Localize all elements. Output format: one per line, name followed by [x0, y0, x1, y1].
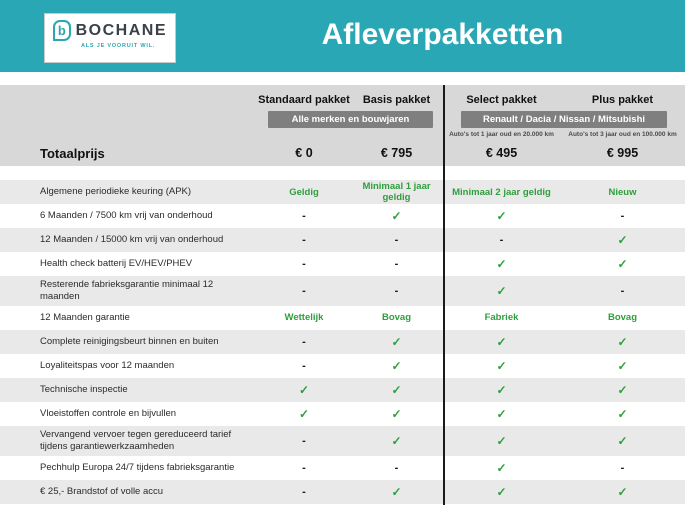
checkmark-icon: ✓ — [617, 433, 628, 448]
feature-label: Resterende fabrieksgarantie minimaal 12 maanden — [40, 279, 214, 302]
column-header-select: Select pakket — [466, 94, 537, 106]
package-group-divider — [443, 85, 445, 505]
feature-label: 12 Maanden garantie — [40, 311, 130, 323]
dash-mark: - — [302, 258, 306, 270]
dash-mark: - — [620, 461, 625, 474]
dash-mark: - — [394, 258, 399, 270]
dash-mark: - — [302, 461, 306, 474]
checkmark-icon: ✓ — [617, 334, 628, 349]
checkmark-icon: ✓ — [391, 358, 402, 373]
subnote-plus: Auto's tot 3 jaar oud en 100.000 km — [568, 131, 677, 138]
checkmark-icon: ✓ — [617, 382, 628, 397]
column-headers-row — [0, 90, 685, 110]
dash-mark: - — [302, 210, 306, 222]
feature-row — [0, 456, 685, 480]
dash-mark: - — [499, 234, 504, 246]
feature-row — [0, 354, 685, 378]
price-plus: € 995 — [606, 146, 639, 160]
badge-alle-merken: Alle merken en bouwjaren — [268, 111, 433, 128]
checkmark-icon: ✓ — [391, 406, 402, 421]
feature-row — [0, 276, 685, 306]
dash-mark: - — [394, 284, 399, 297]
checkmark-icon: ✓ — [496, 283, 507, 298]
spacer — [0, 166, 685, 180]
dash-mark: - — [302, 359, 306, 372]
bochane-logo-icon: b — [53, 20, 71, 41]
price-select: € 495 — [485, 146, 518, 160]
checkmark-icon: ✓ — [391, 209, 402, 223]
feature-row — [0, 228, 685, 252]
total-price-row — [0, 140, 685, 166]
feature-row — [0, 180, 685, 204]
dash-mark: - — [302, 284, 306, 297]
checkmark-icon: ✓ — [496, 406, 507, 421]
feature-row — [0, 330, 685, 354]
feature-label: 6 Maanden / 7500 km vrij van onderhoud — [40, 210, 213, 222]
checkmark-icon: ✓ — [496, 382, 507, 397]
checkmark-icon: ✓ — [391, 382, 402, 397]
checkmark-icon: ✓ — [617, 406, 628, 421]
feature-value: Bovag — [381, 312, 412, 324]
checkmark-icon: ✓ — [496, 433, 507, 448]
checkmark-icon: ✓ — [391, 334, 402, 349]
feature-label: Health check batterij EV/HEV/PHEV — [40, 258, 193, 270]
feature-label: Loyaliteitspas voor 12 maanden — [40, 359, 175, 371]
checkmark-icon: ✓ — [391, 484, 402, 499]
feature-label: Complete reinigingsbeurt binnen en buiten — [40, 335, 219, 347]
checkmark-icon: ✓ — [496, 334, 507, 349]
feature-value: Bovag — [607, 312, 638, 324]
logo-text: BOCHANE — [75, 21, 167, 39]
feature-row — [0, 426, 685, 456]
feature-value: Wettelijk — [284, 312, 324, 324]
column-header-standaard: Standaard pakket — [258, 94, 350, 106]
group-badges-row — [0, 110, 685, 129]
checkmark-icon: ✓ — [298, 406, 310, 421]
dash-mark: - — [620, 210, 625, 222]
column-header-basis: Basis pakket — [362, 94, 431, 106]
badge-merken-select-plus: Renault / Dacia / Nissan / Mitsubishi — [461, 111, 667, 128]
dash-mark: - — [302, 234, 306, 246]
feature-label: Vloeistoffen controle en bijvullen — [40, 407, 177, 419]
feature-row — [0, 402, 685, 426]
feature-row — [0, 378, 685, 402]
feature-value: Minimaal 2 jaar geldig — [452, 186, 551, 198]
logo-row — [53, 20, 167, 41]
feature-value: Nieuw — [608, 186, 637, 198]
checkmark-icon: ✓ — [617, 257, 628, 271]
dash-mark: - — [302, 335, 306, 348]
feature-value: Fabriek — [484, 312, 519, 324]
page-title: Afleverpakketten — [321, 18, 564, 51]
subnotes-row — [0, 129, 685, 140]
feature-label: € 25,- Brandstof of volle accu — [40, 485, 164, 497]
dash-mark: - — [394, 461, 399, 474]
bochane-logo — [44, 13, 176, 63]
table-header-band — [0, 85, 685, 166]
checkmark-icon: ✓ — [496, 209, 507, 223]
checkmark-icon: ✓ — [496, 484, 507, 499]
feature-row — [0, 204, 685, 228]
dash-mark: - — [302, 434, 306, 447]
feature-label: Technische inspectie — [40, 383, 128, 395]
feature-row — [0, 252, 685, 276]
feature-row — [0, 306, 685, 330]
checkmark-icon: ✓ — [617, 233, 628, 247]
checkmark-icon: ✓ — [496, 257, 507, 271]
feature-row — [0, 480, 685, 504]
checkmark-icon: ✓ — [617, 484, 628, 499]
dash-mark: - — [620, 284, 625, 297]
price-basis: € 795 — [380, 146, 413, 160]
subnote-select: Auto's tot 1 jaar oud en 20.000 km — [449, 131, 554, 138]
column-header-plus: Plus pakket — [591, 94, 654, 106]
checkmark-icon: ✓ — [496, 460, 507, 475]
checkmark-icon: ✓ — [298, 382, 310, 397]
total-price-label: Totaalprijs — [40, 145, 105, 161]
dash-mark: - — [394, 234, 399, 246]
checkmark-icon: ✓ — [617, 358, 628, 373]
logo-tagline: ALS JE VOORUIT WIL. — [81, 43, 156, 49]
feature-table — [0, 180, 685, 504]
feature-value: Geldig — [289, 186, 319, 198]
dash-mark: - — [302, 485, 306, 498]
feature-label: Pechhulp Europa 24/7 tijdens fabrieksgarantie — [40, 461, 235, 473]
feature-label: 12 Maanden / 15000 km vrij van onderhoud — [40, 234, 224, 246]
feature-value: Minimaal 1 jaar geldig — [362, 181, 431, 203]
feature-label: Vervangend vervoer tegen gereduceerd tarief tijdens garantiewerkzaamheden — [40, 428, 232, 452]
feature-label: Algemene periodieke keuring (APK) — [40, 186, 192, 198]
price-standaard: € 0 — [295, 146, 313, 160]
checkmark-icon: ✓ — [496, 358, 507, 373]
checkmark-icon: ✓ — [391, 433, 402, 448]
header-bar — [0, 0, 685, 72]
